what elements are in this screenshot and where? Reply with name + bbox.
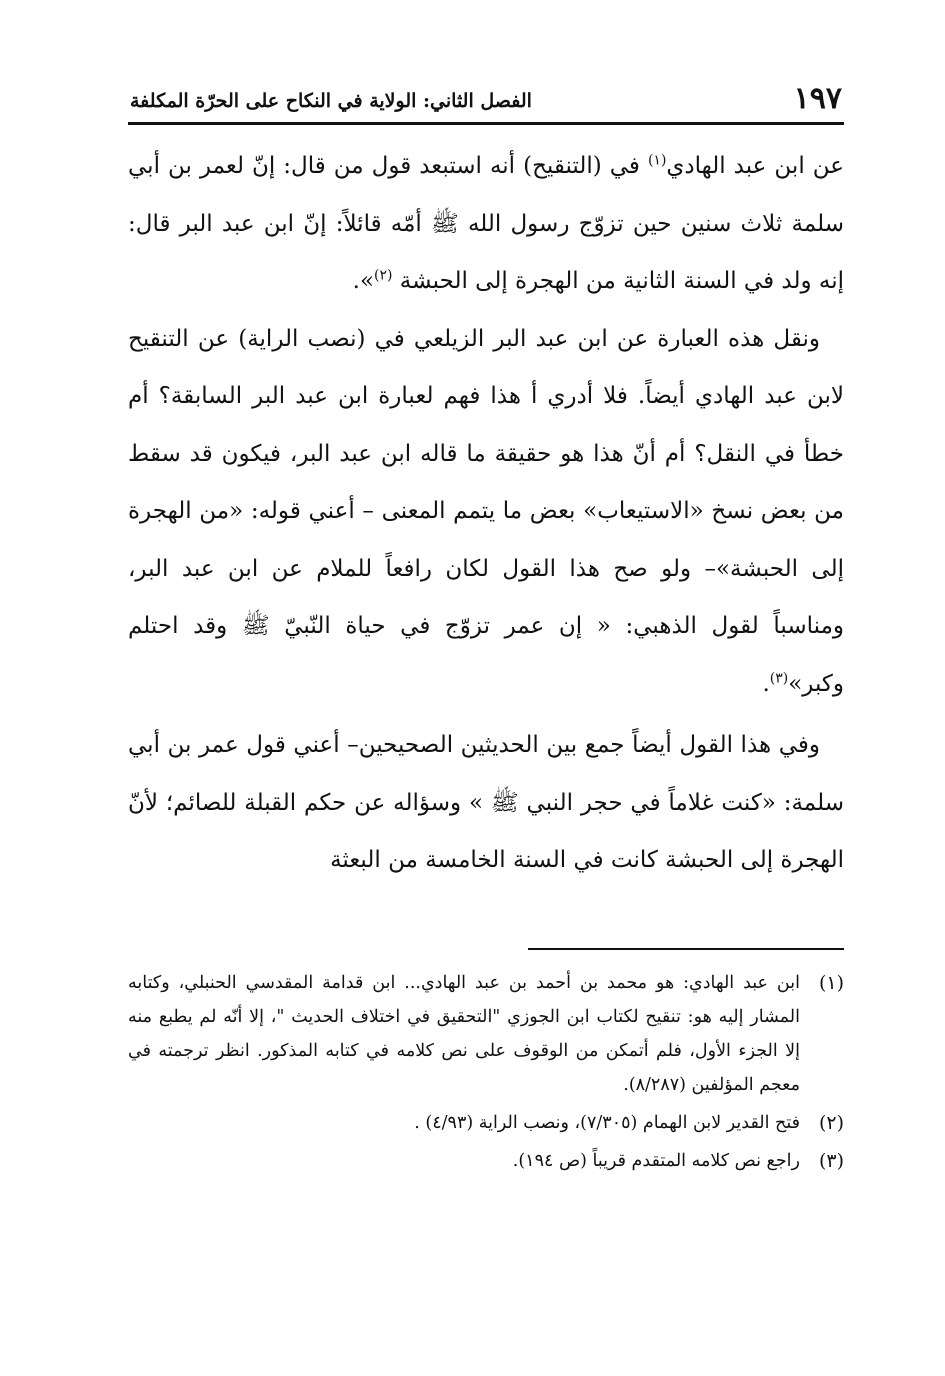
footnote-3 (128, 1144, 844, 1178)
paragraph-3 (128, 717, 844, 890)
paragraph-1-text-c: ». (352, 268, 375, 294)
page-number: ١٩٧ (793, 81, 842, 116)
paragraph-3-text: وفي هذا القول أيضاً جمع بين الحديثين الصحيحين– أعني قول عمر بن أبي سلمة: «كنت غلاماً في حجر النبي ﷺ » وسؤاله عن حكم القبلة للصائم؛ لأنّ الهجرة إلى الحبشة كانت في السنة الخامسة من البعثة (128, 732, 844, 873)
paragraph-1-text-a: عن ابن عبد الهادي (666, 153, 844, 179)
paragraph-1-text-b: في (التنقيح) أنه استبعد قول من قال: إنّ لعمر بن أبي سلمة ثلاث سنين حين تزوّج رسول الله ﷺ أمّه قائلاً: إنّ ابن عبد البر قال: إنه ولد في السنة الثانية من الهجرة إلى الحبشة (128, 153, 844, 294)
footnote-text: راجع نص كلامه المتقدم قريباً (ص ١٩٤). (512, 1151, 800, 1171)
footnote-1 (128, 966, 844, 1102)
footnote-separator (528, 948, 844, 950)
footnote-2 (128, 1106, 844, 1140)
main-text (128, 138, 844, 890)
paragraph-2-text-a: ونقل هذه العبارة عن ابن عبد البر الزيلعي في (نصب الراية) عن التنقيح لابن عبد الهادي أيضاً. فلا أدري أ هذا فهم لعبارة ابن عبد البر السابقة؟ أم خطأ في النقل؟ أم أنّ هذا هو حقيقة ما قاله ابن عبد البر، فيكون قد سقط من بعض نسخ «الاستيعاب» بعض ما يتمم المعنى – أعني قوله: «من الهجرة إلى الحبشة»– ولو صح هذا القول لكان رافعاً للملام عن ابن عبد البر، ومناسباً لقول الذهبي: « إن عمر تزوّج في حياة النّبيّ ﷺ وقد احتلم وكبر» (128, 325, 844, 697)
footnote-number: (١) (818, 972, 844, 994)
footnote-number: (٣) (818, 1150, 844, 1172)
footnote-text: فتح القدير لابن الهمام (٧/٣٠٥)، ونصب الراية (٤/٩٣) . (414, 1113, 800, 1133)
footnote-ref-1: (١) (647, 152, 667, 169)
paragraph-2 (128, 311, 844, 714)
footnote-ref-2: (٢) (374, 267, 393, 284)
footnote-ref-3: (٣) (769, 669, 789, 686)
paragraph-1 (128, 138, 844, 311)
paragraph-2-text-b: . (762, 670, 770, 697)
running-title: الفصل الثاني: الولاية في النكاح على الحرّة المكلفة (130, 90, 532, 112)
footnote-number: (٢) (818, 1112, 844, 1134)
page-header (128, 78, 844, 125)
footnote-text: ابن عبد الهادي: هو محمد بن أحمد بن عبد الهادي... ابن قدامة المقدسي الحنبلي، وكتابه المشار إليه هو: تنقيح لكتاب ابن الجوزي "التحقيق في اختلاف الحديث "، إلا أنّه لم يطبع منه إلا الجزء الأول، فلم أتمكن من الوقوف على نص كلامه في كتابه المذكور. انظر ترجمته في معجم المؤلفين (٨/٢٨٧). (128, 973, 800, 1095)
footnotes (128, 966, 844, 1182)
